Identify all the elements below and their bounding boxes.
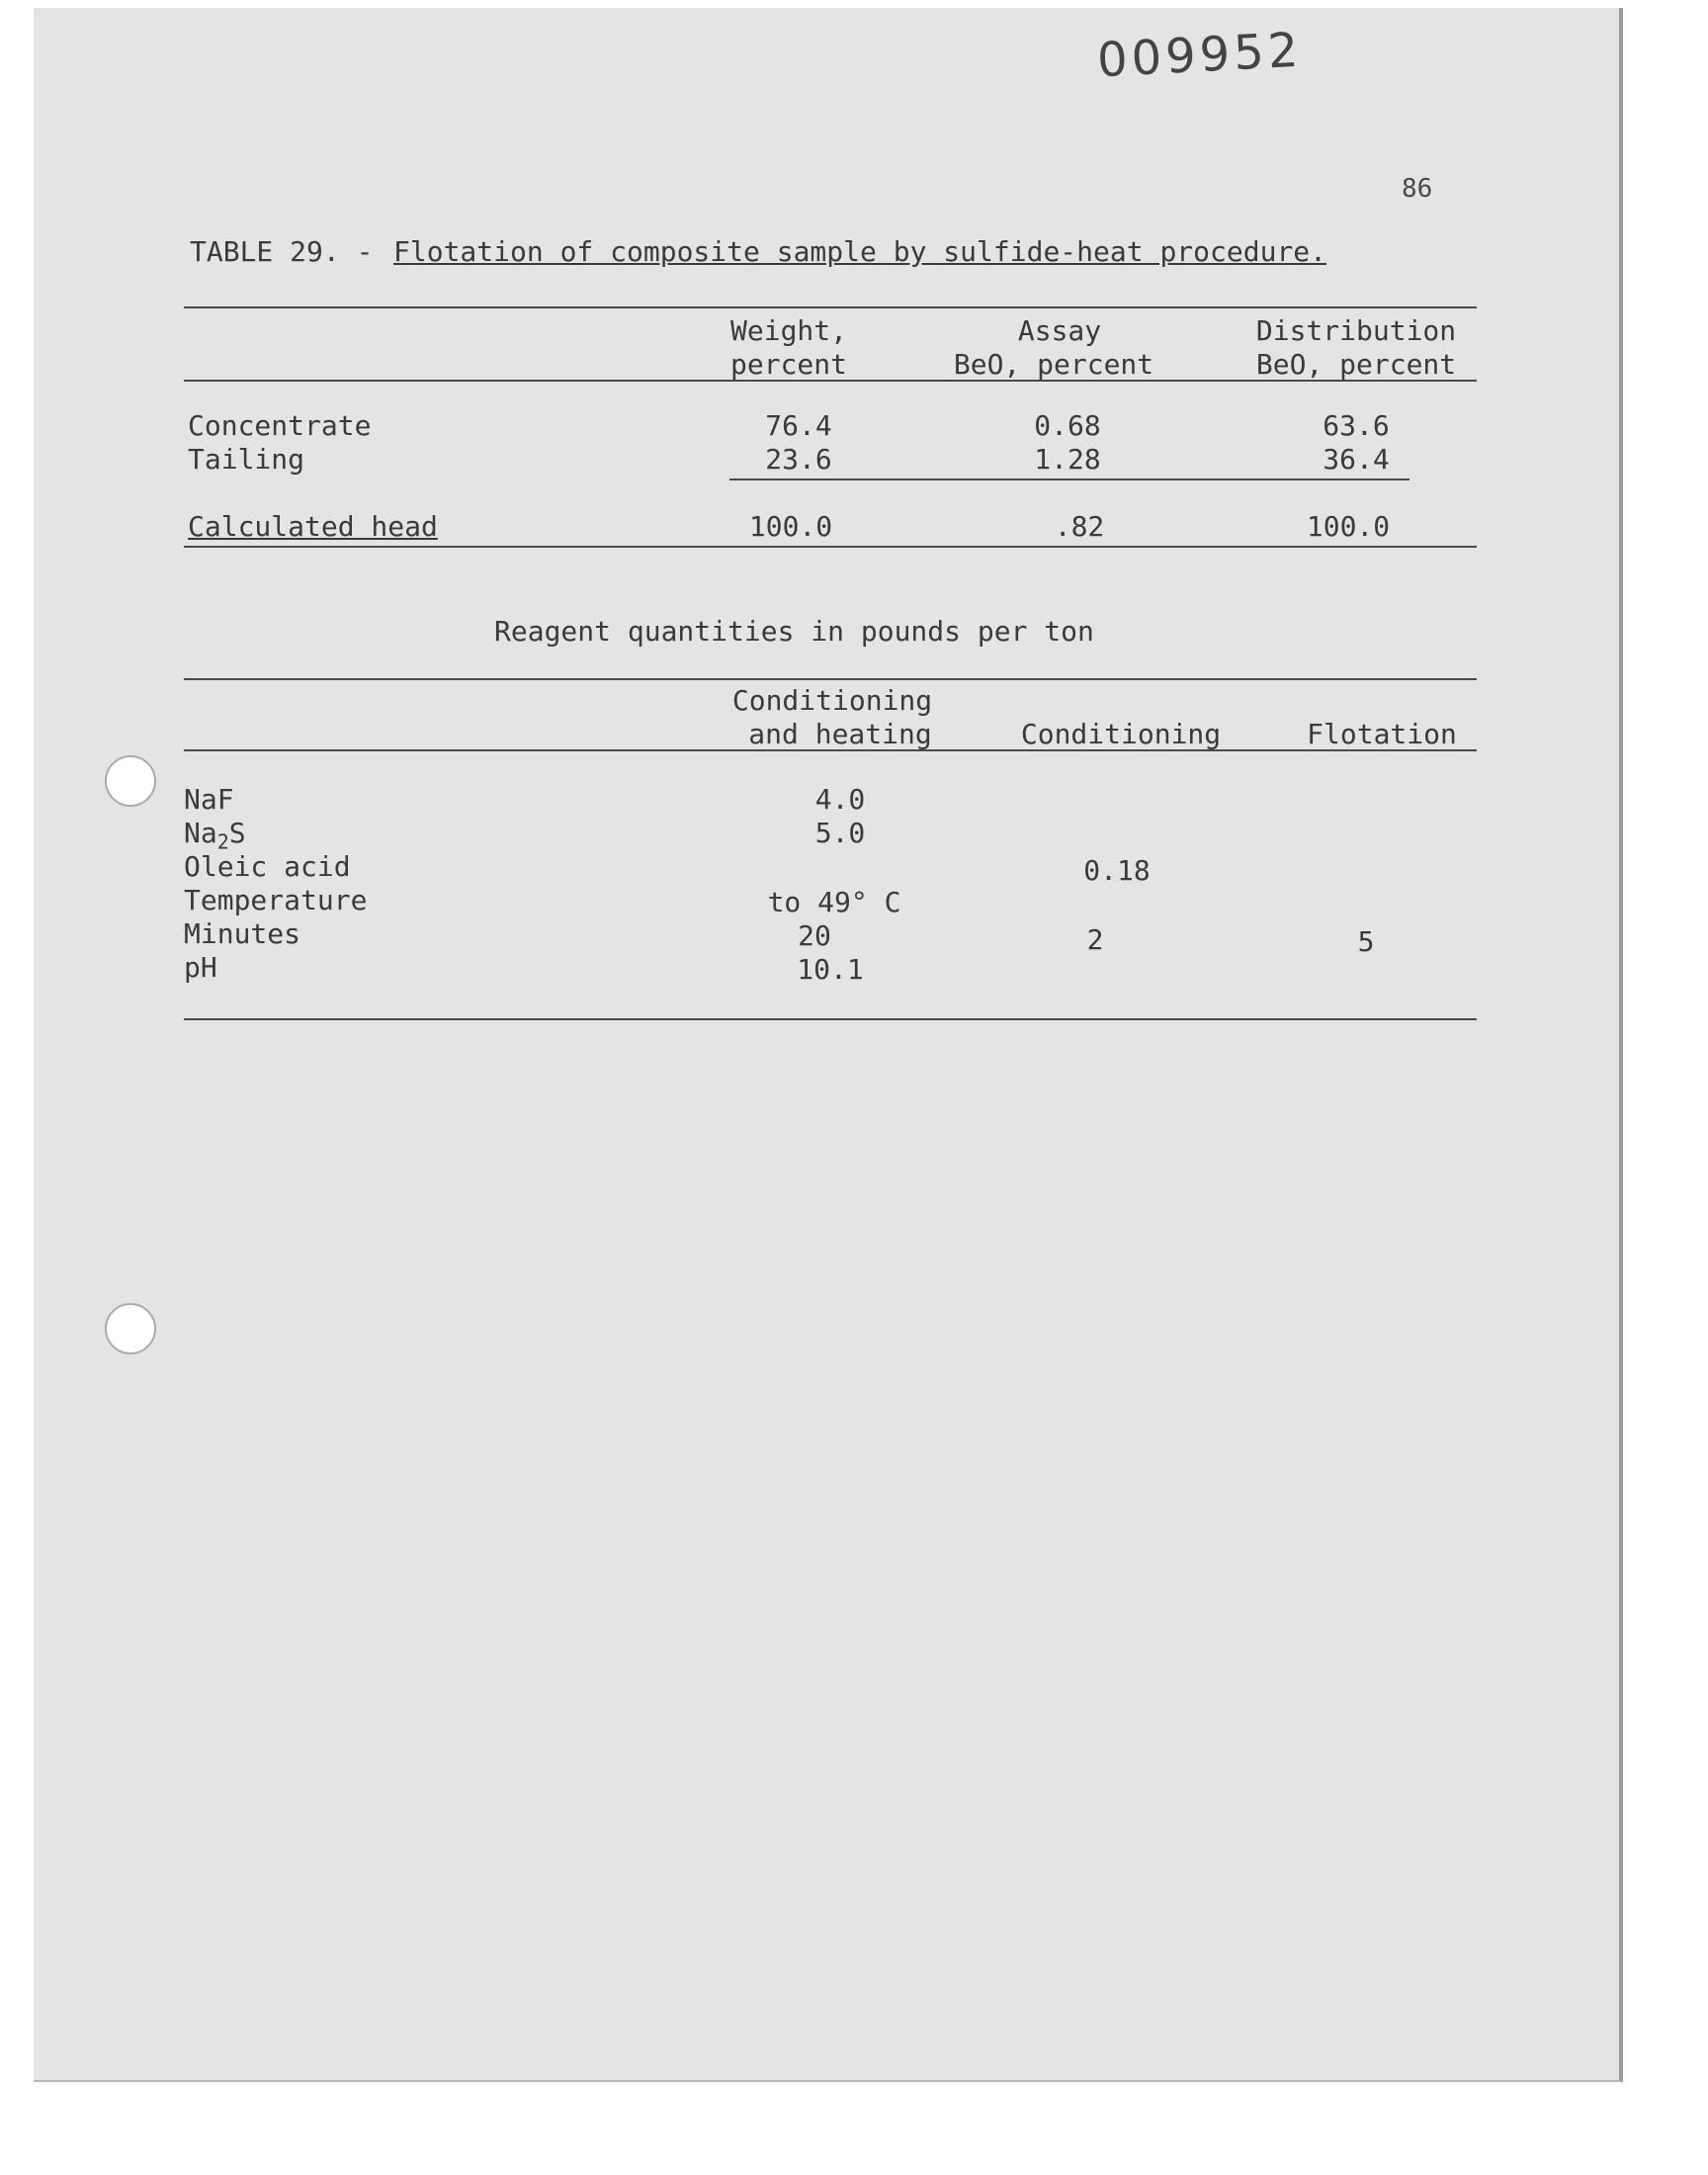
ph-cond-heat: 10.1	[797, 953, 864, 986]
table1-bottom-rule	[184, 546, 1477, 548]
table1-header-rule	[184, 380, 1477, 382]
table-title-prefix: TABLE 29. -	[190, 235, 374, 268]
minutes-conditioning: 2	[1086, 923, 1104, 956]
table2-bottom-rule	[184, 1018, 1477, 1020]
row-label-tailing: Tailing	[188, 443, 305, 476]
table-title: Flotation of composite sample by sulfide-heat procedure.	[393, 235, 1327, 268]
reagent-label-oleic-acid: Oleic acid	[184, 850, 351, 883]
oleic-acid-conditioning: 0.18	[1083, 854, 1151, 887]
header-cond-heat-line2: and heating	[748, 718, 932, 750]
head-distribution: 100.0	[1306, 510, 1391, 543]
head-assay: .82	[1054, 510, 1105, 543]
concentrate-distribution: 63.6	[1323, 409, 1390, 442]
page-number: 86	[1402, 174, 1433, 204]
document-number: 009952	[1095, 22, 1304, 89]
reagent-caption: Reagent quantities in pounds per ton	[494, 615, 1094, 648]
header-weight-line2: percent	[729, 348, 848, 381]
concentrate-assay: 0.68	[1034, 409, 1101, 442]
tailing-weight: 23.6	[765, 443, 832, 476]
reagent-label-ph: pH	[184, 951, 217, 984]
header-weight-line1: Weight,	[729, 314, 848, 347]
minutes-flotation: 5	[1357, 925, 1375, 958]
header-cond-heat-line1: Conditioning	[731, 684, 933, 717]
concentrate-weight: 76.4	[765, 409, 832, 442]
minutes-cond-heat: 20	[798, 919, 831, 952]
reagent-label-minutes: Minutes	[184, 917, 301, 950]
header-distribution-line1: Distribution	[1255, 314, 1457, 347]
header-distribution-line2: BeO, percent	[1255, 348, 1457, 381]
naf-cond-heat: 4.0	[814, 783, 866, 816]
reagent-label-na2s: $Na_2S$	[184, 817, 246, 854]
header-conditioning: Conditioning	[1020, 718, 1222, 750]
header-assay-line1: Assay	[1017, 314, 1102, 347]
table1-top-rule	[184, 306, 1477, 308]
tailing-assay: 1.28	[1034, 443, 1101, 476]
row-label-calculated-head: Calculated head	[188, 510, 438, 543]
tailing-distribution: 36.4	[1323, 443, 1390, 476]
table2-top-rule	[184, 678, 1477, 680]
temperature-cond-heat: to 49° C	[767, 886, 901, 918]
head-weight: 100.0	[748, 510, 833, 543]
punch-hole	[105, 755, 156, 807]
header-assay-line2: BeO, percent	[953, 348, 1154, 381]
table2-header-rule	[184, 749, 1477, 751]
row-label-concentrate: Concentrate	[188, 409, 372, 442]
header-flotation: Flotation	[1307, 718, 1457, 750]
na2s-cond-heat: 5.0	[814, 817, 866, 849]
reagent-label-naf: NaF	[184, 783, 234, 816]
punch-hole	[105, 1303, 156, 1354]
reagent-label-temperature: Temperature	[184, 884, 368, 916]
subtotal-rule	[729, 478, 1409, 480]
